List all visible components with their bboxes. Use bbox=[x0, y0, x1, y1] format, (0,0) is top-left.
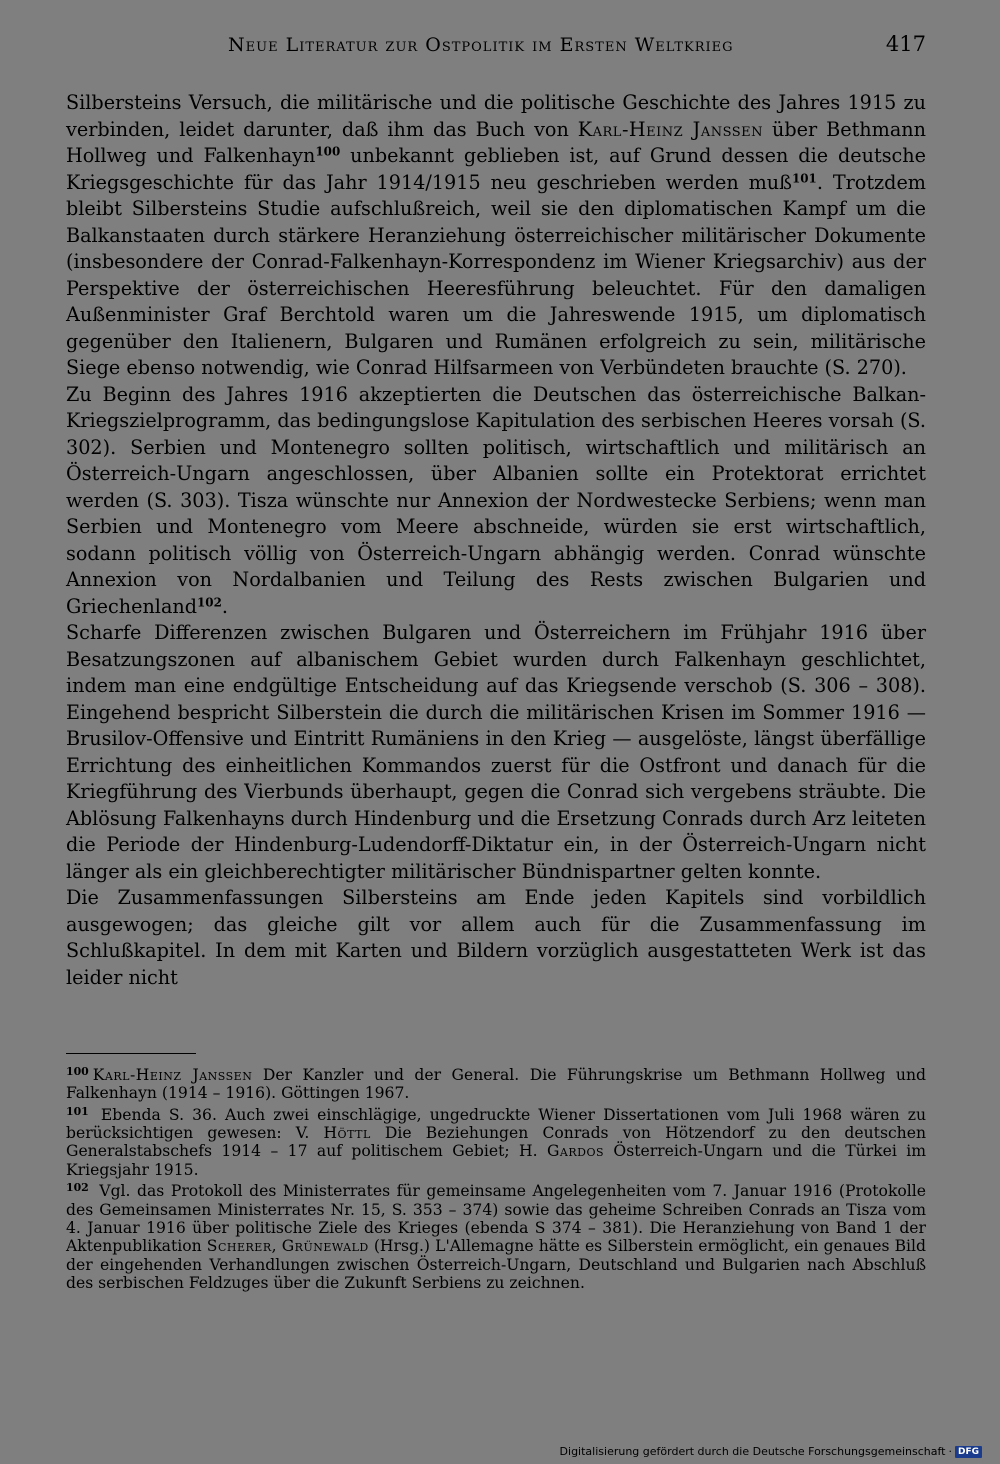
author-name: Karl-Heinz Janssen bbox=[577, 117, 764, 141]
digitization-credit bbox=[560, 1445, 982, 1458]
page-header bbox=[66, 34, 926, 64]
text-run: über Bethmann Hollweg und Falkenhayn bbox=[66, 117, 926, 167]
body-text bbox=[66, 90, 926, 991]
author-name: Karl-Heinz Janssen bbox=[92, 1065, 253, 1084]
text-run: Silbersteins Versuch, die militärische und die politische Geschichte des Jahres 1915 zu verbinden, leidet darunter, daß ihm das Buch von bbox=[66, 91, 926, 141]
paragraph-3: Scharfe Differenzen zwischen Bulgaren und Österreichern im Frühjahr 1916 über Besatzungszonen auf albanischem Gebiet wurden durch Falkenhayn geschlichtet, indem man eine endgültige Entscheidung auf das Kriegsende verschob (S. 306 – 308). Eingehend bespricht Silberstein die durch die militärischen Krisen im Sommer 1916 — Brusilov-Offensive und Eintritt Rumäniens in den Krieg — ausgelöste, längst überfällige Errichtung des einheitlichen Kommandos zuerst für die Ostfront und danach für die Kriegführung des Vierbunds überhaupt, gegen die Conrad sich vergebens sträubte. Die Ablösung Falkenhayns durch Hindenburg und die Ersetzung Conrads durch Arz leiteten die Periode der Hindenburg-Ludendorff-Diktatur ein, in der Österreich-Ungarn nicht länger als ein gleichberechtigter militärischer Bündnispartner gelten konnte. bbox=[66, 621, 926, 883]
text-run: Die Beziehungen Conrads von Hötzendorf zu den deutschen Generalstabschefs 1914 – 17 auf politischem Gebiet; H. bbox=[66, 1124, 927, 1161]
running-title: Neue Literatur zur Ostpolitik im Ersten Weltkrieg bbox=[228, 34, 734, 56]
footnote-number: 100 bbox=[66, 1065, 89, 1078]
credit-text: Digitalisierung gefördert durch die Deutsche Forschungsgemeinschaft bbox=[559, 1445, 946, 1458]
dfg-logo-icon: DFG bbox=[955, 1446, 982, 1458]
credit-dash: · bbox=[948, 1445, 952, 1458]
text-run: . bbox=[221, 594, 228, 618]
footnote-101 bbox=[66, 1103, 926, 1180]
footnotes bbox=[66, 1063, 926, 1293]
footnote-number: 102 bbox=[66, 1181, 89, 1195]
author-name: Grünewald bbox=[281, 1237, 369, 1256]
text-run: . Trotzdem bleibt Silbersteins Studie aufschlußreich, weil sie den diplomatischen Kampf um die Balkanstaaten durch stärkere Heranziehung österreichischer militärischer Dokumente (insbesondere der Conrad-Falkenhayn-Korrespondenz im Wiener Kriegsarchiv) aus der Perspektive der österreichischen Heeresführung beleuchtet. Für den damaligen Außenminister Graf Berchtold waren um die Jahreswende 1915, um diplomatisch gegenüber den Italienern, Bulgaren und Rumänen erfolgreich zu sein, militärische Siege ebenso notwendig, wie Conrad Hilfsarmeen von Verbündeten brauchte (S. 270). bbox=[66, 170, 927, 379]
page-number: 417 bbox=[885, 32, 926, 56]
footnote-divider bbox=[66, 1053, 196, 1054]
text-run: (Hrsg.) L'Allemagne hätte es Silberstein ermöglicht, ein genaues Bild der eingehenden Verhandlungen zwischen Österreich-Ungarn, Deutschland und Bulgarien nach Abschluß des serbischen Feldzuges über die Zukunft Serbiens zu zeichnen. bbox=[66, 1237, 926, 1293]
author-name: Gardos bbox=[546, 1142, 605, 1161]
paragraph-1 bbox=[66, 90, 926, 382]
text-run: Österreich-Ungarn und die Türkei im Kriegsjahr 1915. bbox=[66, 1142, 926, 1179]
footnote-102 bbox=[66, 1179, 926, 1292]
footnote-100 bbox=[66, 1063, 926, 1103]
paragraph-2 bbox=[66, 382, 926, 621]
paragraph-4: Die Zusammenfassungen Silbersteins am Ende jeden Kapitels sind vorbildlich ausgewogen; das gleiche gilt vor allem auch für die Zusammenfassung im Schlußkapitel. In dem mit Karten und Bildern vorzüglich ausgestatteten Werk ist das leider nicht bbox=[66, 886, 926, 989]
text-run: Vgl. das Protokoll des Ministerrates für gemeinsame Angelegenheiten vom 7. Januar 1916 (Protokolle des Gemeinsamen Ministerrates Nr. 15, S. 353 – 374) sowie das geheime Schreiben Conrads an Tisza vom 4. Januar 1916 über politische Ziele des Krieges (ebenda S 374 – 381). Die Heranziehung von Band 1 der Aktenpublikation bbox=[66, 1182, 926, 1256]
text-run: Der Kanzler und der General. Die Führungskrise um Bethmann Hollweg und Falkenhayn (1914 – 1916). Göttingen 1967. bbox=[66, 1065, 926, 1103]
author-name: Höttl bbox=[323, 1124, 371, 1143]
footnote-number: 101 bbox=[66, 1104, 89, 1118]
text-run: Ebenda S. 36. Auch zwei einschlägige, ungedruckte Wiener Dissertationen vom Juli 1968 wären zu berücksichtigen gewesen: V. bbox=[66, 1105, 926, 1143]
text-run: unbekannt geblieben ist, auf Grund dessen die deutsche Kriegsgeschichte für das Jahr 1914/1915 neu geschrieben werden muß bbox=[66, 144, 926, 194]
footnote-ref-101[interactable]: 101 bbox=[791, 170, 817, 185]
text-run: , bbox=[271, 1237, 282, 1256]
author-name: Scherer bbox=[206, 1237, 272, 1256]
footnote-ref-102[interactable]: 102 bbox=[197, 594, 222, 609]
text-run: Zu Beginn des Jahres 1916 akzeptierten die Deutschen das österreichische Balkan-Kriegszielprogramm, das bedingungslose Kapitulation des serbischen Heeres vorsah (S. 302). Serbien und Montenegro sollten politisch, wirtschaftlich und militärisch an Österreich-Ungarn angeschlossen, über Albanien sollte ein Protektorat errichtet werden (S. 303). Tisza wünschte nur Annexion der Nordwestecke Serbiens; wenn man Serbien und Montenegro vom Meere abschneide, würden sie erst wirtschaftlich, sodann politisch völlig von Österreich-Ungarn abhängig werden. Conrad wünschte Annexion von Nordalbanien und Teilung des Rests zwischen Bulgarien und Griechenland bbox=[66, 382, 926, 618]
footnote-ref-100[interactable]: 100 bbox=[315, 144, 341, 159]
